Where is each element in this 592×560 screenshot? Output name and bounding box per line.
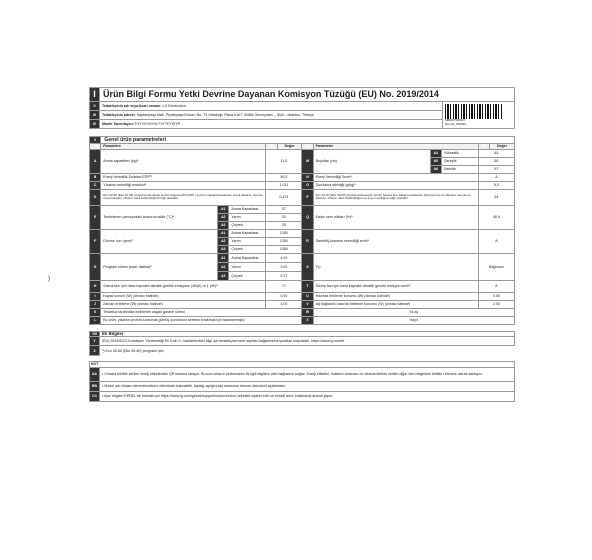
row-f-sub2-value: 1350	[266, 237, 302, 245]
row-s-code: S	[302, 253, 313, 280]
row-q-code: Q	[302, 205, 313, 229]
supplier-address-label: Tedarikçinin adresi:	[102, 112, 136, 117]
extra-info-table	[89, 331, 515, 356]
row-s-label: Tip	[313, 253, 478, 280]
row-m-sub2-label: Genişlik	[441, 157, 478, 165]
row-w-value: 24 ay	[313, 308, 514, 316]
row-b-value: 46,5	[266, 173, 302, 181]
row-u-value: 0,50	[478, 292, 514, 300]
row-f-label: Dönme hızı (rpm)ᵃ	[101, 229, 218, 253]
extra-y-code: Y	[90, 337, 100, 346]
supplier-name-code: II	[90, 102, 100, 111]
row-s-value: Bağımsız	[478, 253, 514, 280]
row-l-label: Bu ürün, yıkama çevrimi sırasında gümüş iyonlarının serbest bırakmak için tasarlanmıştır.	[101, 316, 302, 324]
general-section-code: V	[90, 137, 101, 144]
general-parameters-table	[89, 136, 515, 325]
row-d-value: 0,474	[266, 189, 302, 205]
row-o-value: 5,0	[478, 181, 514, 189]
note-aa-code: AA	[90, 367, 100, 381]
row-n-code: N	[302, 173, 313, 181]
row-i-label: Kapalı konum (W) (olması halinde)	[101, 292, 266, 300]
page-title: Ürün Bilgi Formu Yetki Devrine Dayanan Komisyon Tüzüğü (EU) No. 2019/2014	[100, 88, 515, 102]
row-m-sub2-value: 60	[478, 157, 514, 165]
row-c-label: Yıkama verimliliği endeksiᵃ	[101, 181, 266, 189]
row-g-sub3-value: 2:37	[266, 271, 302, 280]
row-g-sub2-label: Yarım	[229, 262, 266, 271]
row-o-code: O	[302, 181, 313, 189]
row-d-label: Eco 40-60 (Eko 40-60) programında dayalı çevrim başına kWh (kWh / çevrim) olarak hesaplanan enerji tüketimi. Gerçek enerji tüketimi, cihazın nasıl kullanıldığına bağlı olacaktır.	[101, 189, 266, 205]
row-n-label: Enerji Verimliliği Sınıfıᵃ	[313, 173, 478, 181]
general-section-title: Genel ürün parametreleri	[101, 137, 515, 144]
title-table	[89, 87, 515, 129]
row-j-code: J	[90, 300, 101, 308]
model-value: F4Y7EYWYW F4Y7EYWYP	[134, 121, 181, 126]
row-r-code: R	[302, 229, 313, 253]
row-t-value: A	[478, 280, 514, 292]
row-d-code: D	[90, 189, 101, 205]
row-n-value: A	[478, 173, 514, 181]
row-e-sub1-label: Anma Kapasitesi	[229, 205, 266, 213]
row-f-sub3-code: A3	[218, 245, 229, 253]
row-f-sub2-code: A2	[218, 237, 229, 245]
row-j-value: 4,00	[266, 300, 302, 308]
row-e-sub2-value: 30	[266, 213, 302, 221]
extra-section-title: Ek Bilgiler	[100, 331, 515, 336]
row-v-code: V	[302, 300, 313, 308]
note-aa-text: • Cihazla birlikte verilen enerji etiketindeki QR koduna tarayın. Bu kod cihazın performansı ile ilgili bilgilere web bağlantısı sağlar. Enerji etiketini, kullanım kılavuzu ve cihazla birlikte verilen diğer tüm belgelerle birlikte referans olarak saklayın.	[100, 367, 515, 381]
row-p-code: P	[302, 189, 313, 205]
row-j-label: Zaman erteleme (W) (olması halinde)	[101, 300, 266, 308]
note-bb-text: • Model adı cihazın derecelendirme etiketinde bulunabilir, kapağı açtığınızda tamburun hemen önündeki açıklıktadır.	[100, 381, 515, 391]
row-k-code: K	[90, 308, 101, 316]
row-m-sub3-value: 57	[478, 165, 514, 173]
header-code-right: VI	[302, 144, 313, 149]
row-g-sub1-code: A1	[218, 253, 229, 262]
row-m-code: M	[302, 149, 313, 173]
row-c-value: 1,031	[266, 181, 302, 189]
row-g-sub3-label: Çeyrek	[229, 271, 266, 280]
row-e-sub1-code: A1	[218, 205, 229, 213]
row-g-sub2-value: 3:00	[266, 262, 302, 271]
row-m-label: Boyutlar (cm)	[313, 149, 430, 173]
row-q-value: 48,9	[478, 205, 514, 229]
row-m-sub1-label: Yükseklik	[441, 149, 478, 157]
row-h-value: 71	[266, 280, 302, 292]
row-e-sub3-label: Çeyrek	[229, 221, 266, 229]
model-code: IV	[90, 120, 100, 129]
row-f-sub1-code: A1	[218, 229, 229, 237]
row-v-label: Ağ bağlantılı hazırda bekleme konumu (W) (olması halinde)	[313, 300, 478, 308]
header-code2-left: VII	[266, 144, 277, 149]
row-m-sub3-label: Derinlik	[441, 165, 478, 173]
row-f-sub3-label: Çeyrek	[229, 245, 266, 253]
row-g-sub1-label: Anma Kapasitesi	[229, 253, 266, 262]
extra-section-code: VIII	[90, 331, 100, 336]
row-v-value: 2,00	[478, 300, 514, 308]
header-code2-right: VII	[478, 144, 489, 149]
row-f-sub3-value: 1350	[266, 245, 302, 253]
row-e-sub1-value: 37	[266, 205, 302, 213]
row-h-label: Sıkma fazı için hava kaynaklı akustik gürültü emisyonu (dB(A) re 1 pW)ᵃ	[101, 280, 266, 292]
row-o-label: Durulama etkinliği (g/kg)ᵃ	[313, 181, 478, 189]
row-e-sub2-code: A2	[218, 213, 229, 221]
row-k-label: Tedarikçi tarafından belirlenen asgari garanti süresi	[101, 308, 302, 316]
row-m-sub2-code: A5	[430, 157, 441, 165]
row-g-code: G	[90, 253, 101, 280]
supplier-name-value: LG Electronics	[162, 103, 186, 108]
row-h-code: H	[90, 280, 101, 292]
note-cc-text: • Aynı bilgileri EPREL'de bulmak için https://www.lg.com/global/support/cedoc/cedoc/ adresini ziyaret edin ve model adını kullanarak arama yapın.	[100, 391, 515, 401]
barcode-image	[445, 104, 503, 119]
product-information-sheet	[89, 87, 515, 402]
row-x-code: X	[302, 316, 313, 324]
note-bb-code: BB	[90, 381, 100, 391]
row-m-sub3-code: A6	[430, 165, 441, 173]
row-l-code: L	[90, 316, 101, 324]
row-w-code: W	[302, 308, 313, 316]
row-a-code: A	[90, 149, 101, 173]
row-p-value: 54	[478, 189, 514, 205]
row-x-value: Hayır	[313, 316, 514, 324]
row-u-code: U	[302, 292, 313, 300]
barcode-text: MBM67506527	[444, 118, 466, 123]
row-r-label: Santrifüj-kurutma verimliliği sınıfıᵃ	[313, 229, 478, 253]
revision-text: Rev.00_040623	[444, 122, 466, 126]
row-u-label: Hazırda bekleme konumu (W) (olması halinde)	[313, 292, 478, 300]
header-value-left: Değer	[277, 144, 302, 149]
row-a-label: Anma kapasitesi (kg)ᵃ	[101, 149, 266, 173]
row-i-value: 0,50	[266, 292, 302, 300]
header-param-right: Parametre	[313, 144, 478, 149]
header-code-left: VI	[90, 144, 101, 149]
row-g-label: Program süresi (saat: dakika)ᵃ	[101, 253, 218, 280]
row-c-code: C	[90, 181, 101, 189]
extra-z-text: ᵃ) Eco 40-60 (Eko 40-60) programı için.	[102, 348, 165, 353]
row-e-sub2-label: Yarım	[229, 213, 266, 221]
row-r-value: A	[478, 229, 514, 253]
page-edge-mark: )	[48, 276, 50, 282]
row-e-code: E	[90, 205, 101, 229]
notes-table	[89, 361, 515, 401]
row-g-sub1-value: 4:00	[266, 253, 302, 262]
row-m-sub1-code: A4	[430, 149, 441, 157]
row-f-code: F	[90, 229, 101, 253]
header-value-right: Değer	[490, 144, 515, 149]
row-b-label: Enerji Verimlilik Endeksi EEIᵂᵃ	[101, 173, 266, 181]
row-q-label: Kalan nem miktarı (%)ᵃ	[313, 205, 478, 229]
row-e-sub3-value: 25	[266, 221, 302, 229]
extra-z-code: Z	[90, 346, 100, 356]
header-param-left: Parametre	[101, 144, 266, 149]
row-b-code: B	[90, 173, 101, 181]
row-t-code: T	[302, 280, 313, 292]
row-g-sub2-code: A2	[218, 262, 229, 271]
supplier-address-code: III	[90, 111, 100, 120]
row-f-sub1-label: Anma Kapasitesi	[229, 229, 266, 237]
note-cc-code: CC	[90, 391, 100, 401]
row-g-sub3-code: A3	[218, 271, 229, 280]
row-i-code: I	[90, 292, 101, 300]
row-f-sub1-value: 1350	[266, 229, 302, 237]
row-f-sub2-label: Yarım	[229, 237, 266, 245]
row-p-label: Eco 40-60 (Eko 40-60) programında dayalı çevrim başına litre olarak hesaplanan (litre/çevrim) su tüketimi. Gerçek su tüketimi, cihazın nasıl kullanıldığına ve suyun sertliğine bağlı olacaktır.	[313, 189, 478, 205]
supplier-address-value: Kaptanpaşa Mah. Piyalepaşa Bulvarı No. 73 Ortadoğu Plaza Kat:7 34384 Okmeydanı – Şişli – İstanbul, Türkiye	[136, 112, 314, 117]
row-m-sub1-value: 85	[478, 149, 514, 157]
extra-y-text: (EU) 2019/2023 Komisyon Yönetmeliği Ek II'nin 9. maddesindeki bilgi için tedarikçinin web sayfası bağlantısına şuradan ulaşılabilir: https://www.lg.com/tr	[100, 337, 515, 346]
model-label: Model Tanımlayıcı:	[102, 121, 134, 126]
title-code: I	[90, 88, 100, 102]
row-e-sub3-code: A3	[218, 221, 229, 229]
row-a-value: 11,0	[266, 149, 302, 173]
row-e-label: Temizlenen çamaşırdaki azami sıcaklık (°C)ᵃ	[101, 205, 218, 229]
notes-title: NOT	[90, 362, 515, 367]
row-t-label: Sıkma fazı için hava kaynaklı akustik gürültü emisyon sınıfıᵃ	[313, 280, 478, 292]
supplier-name-label: Tedarikçinin adı veya ticari unvanı:	[102, 103, 162, 108]
